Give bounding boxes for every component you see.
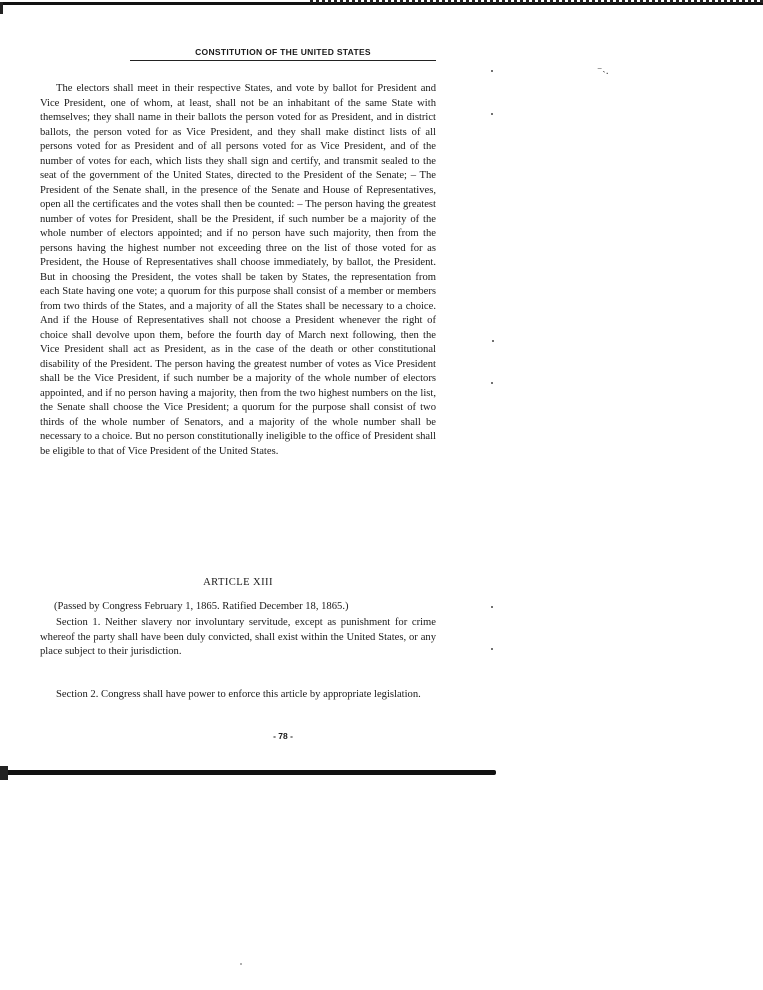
electors-paragraph: The electors shall meet in their respective States, and vote by ballot for President and Vice President, one of whom, at least, shall not be an inhabitant of the same State with themselves; they shall name in their ballots the person voted for as President, and in district ballots, the person voted for as Vice President, and they shall make distinct lists of all persons voted for as President and of all persons voted for as Vice President, and of the number of votes for each, which lists they shall sign and certify, and transmit sealed to the seat of the government of the United States, directed to the President of the Senate; – The President of the Senate shall, in the presence of the Senate and House of Representatives, open all the certificates and the votes shall then be counted: – The person having the greatest number of votes for President, shall be the President, if such number be a majority of the whole number of electors appointed; and if no person have such majority, then from the persons having the highest number not exceeding three on the list of those voted for as President, the House of Representatives shall choose immediately, by ballot, the President. But in choosing the President, the votes shall be taken by States, the representation from each State having one vote; a quorum for this purpose shall consist of a member or members from two thirds of the States, and a majority of all the States shall be necessary to a choice. And if the House of Representatives shall not choose a President whenever the right of choice shall devolve upon them, before the fourth day of March next following, then the Vice President shall act as President, as in the case of the death or other constitutional disability of the President. The person having the greatest number of votes as Vice President shall be the Vice President, if such number be a majority of the whole number of electors appointed, and if no person having a majority, then from the two highest numbers on the list, the Senate shall choose the Vice President; a quorum for the purpose shall consist of two thirds of the whole number of Senators, and a majority of the whole number shall be necessary to a choice. But no person constitutionally ineligible to the office of President shall be eligible to that of Vice President of the United States. <box>40 83 436 457</box>
running-head: CONSTITUTION OF THE UNITED STATES <box>195 47 371 57</box>
scan-speck <box>240 963 242 965</box>
section-2-text: Section 2. Congress shall have power to enforce this article by appropriate legislation. <box>56 689 421 700</box>
scan-speck <box>491 648 493 650</box>
running-head-rule <box>130 60 436 61</box>
article-passed-line: (Passed by Congress February 1, 1865. Ratified December 18, 1865.) <box>54 601 349 612</box>
section-1-text: Section 1. Neither slavery nor involuntary servitude, except as punishment for crime whereof the party shall have been duly convicted, shall exist within the United States, or any place subject to their jurisdiction. <box>40 617 436 657</box>
section-1-container <box>40 616 436 660</box>
page-number: - 78 - <box>273 731 293 741</box>
scan-speck-mark: ⁻˴. <box>597 66 609 77</box>
scan-speck <box>492 340 494 342</box>
body-paragraph-container <box>40 82 436 459</box>
top-left-corner-mark <box>0 2 3 14</box>
section-2-container <box>40 688 436 703</box>
scan-speck <box>491 70 493 72</box>
scan-speck <box>491 382 493 384</box>
scan-speck <box>491 113 493 115</box>
bottom-border-rule <box>0 770 496 775</box>
top-dotted-edge <box>310 0 763 3</box>
bottom-left-corner-mark <box>0 766 8 780</box>
article-heading: ARTICLE XIII <box>203 577 273 588</box>
scan-speck <box>491 606 493 608</box>
